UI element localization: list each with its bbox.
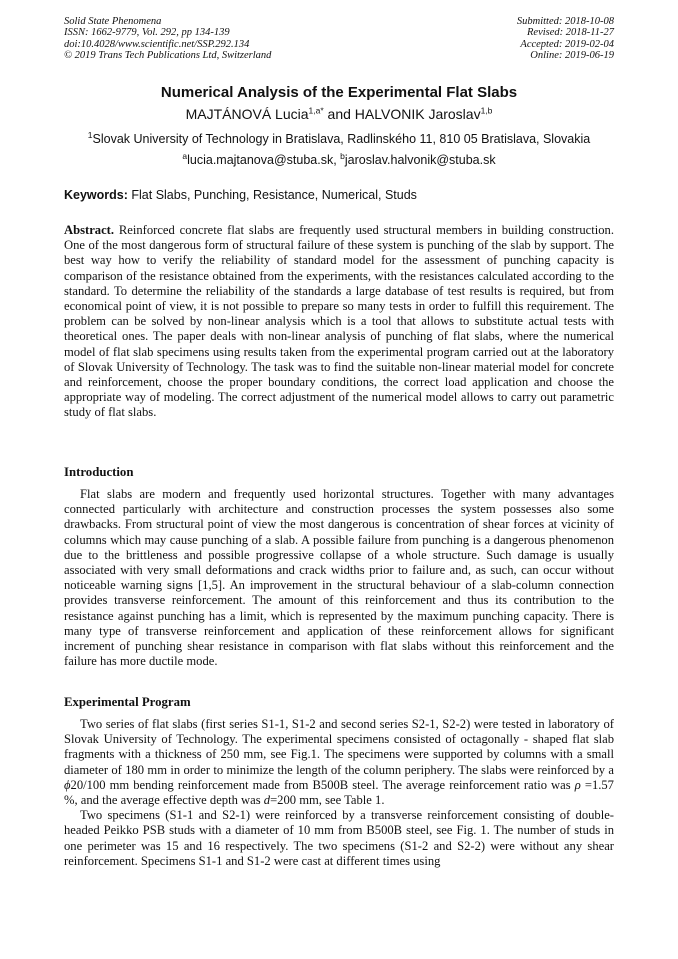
affiliation-sup: 1	[87, 129, 93, 140]
email-b-sup: b	[340, 150, 345, 161]
submitted-date: Submitted: 2018-10-08	[516, 16, 614, 27]
journal-issn: ISSN: 1662-9779, Vol. 292, pp 134-139	[64, 27, 230, 39]
email-a: lucia.majtanova@stuba.sk,	[187, 153, 341, 167]
journal-copyright: © 2019 Trans Tech Publications Ltd, Switzerland	[64, 49, 272, 61]
exp-p1-part-b: 20/100 mm bending reinforcement made from B500B steel. The average reinforcement ratio was	[70, 777, 575, 792]
d-symbol: d	[263, 793, 271, 808]
exp-p1-part-c: =1.57 %, and the average effective depth was	[64, 777, 614, 808]
keywords-label: Keywords:	[64, 188, 128, 202]
journal-header-left	[64, 16, 271, 61]
author-2-sup: 1,b	[480, 105, 493, 116]
abstract-label: Abstract.	[64, 223, 115, 237]
keywords	[64, 188, 614, 202]
abstract	[64, 223, 614, 421]
affiliation-text: Slovak University of Technology in Bratislava, Radlinského 11, 810 05 Bratislava, Slovakia	[92, 132, 591, 146]
experimental-paragraph-1	[64, 717, 614, 808]
author-1-name: MAJTÁNOVÁ Lucia	[185, 106, 309, 122]
accepted-date: Accepted: 2019-02-04	[520, 38, 614, 50]
author-2-name: HALVONIK Jaroslav	[354, 106, 481, 122]
keywords-text: Flat Slabs, Punching, Resistance, Numerical, Studs	[127, 188, 417, 202]
email-b: jaroslav.halvonik@stuba.sk	[344, 153, 496, 167]
email-a-sup: a	[182, 150, 188, 161]
exp-p1-part-e: =200 mm, see Table 1.	[270, 793, 385, 808]
experimental-paragraph-2: Two specimens (S1-1 and S2-1) were reinforced by a transverse reinforcement consisting of double-headed Peikko PSB studs with a diameter of 10 mm from B500B steel, see Fig. 1. The number of studs in one perimeter was 15 and 16 respectively. The two specimens (S1-2 and S2-2) were without any shear reinforcement. Specimens S1-1 and S1-2 were cast at different times using	[64, 808, 614, 868]
exp-p1-part-a: Two series of flat slabs (first series S1-1, S1-2 and second series S2-1, S2-2) were tested in laboratory of Slovak University of Technology. The experimental specimens consisted of octagonally - shaped flat slab fragments with a thickness of 250 mm, see Fig.1. The specimens were supported by columns with a small diameter of 180 mm in order to minimize the length of the column periphery. The slabs were reinforced by a	[64, 717, 614, 777]
journal-doi: doi:10.4028/www.scientific.net/SSP.292.134	[64, 38, 250, 50]
affiliation	[0, 129, 678, 146]
experimental-section	[64, 717, 614, 869]
introduction-heading: Introduction	[64, 465, 134, 479]
paper-title: Numerical Analysis of the Experimental Flat Slabs	[160, 84, 518, 101]
online-date: Online: 2019-06-19	[530, 49, 614, 61]
journal-name: Solid State Phenomena	[64, 16, 162, 27]
author-emails	[0, 150, 678, 167]
author-line	[0, 106, 678, 122]
author-conjunction: and	[323, 106, 355, 122]
abstract-text: Reinforced concrete flat slabs are frequently used structural members in building construction. One of the most dangerous form of structural failure of these system is punching of the slab by support. The best way how to verify the reliability of standard model for the assessment of punching capacity is comparison of the resistance obtained from the experiments, with the resistances calculated according to the standard. To determine the reliability of the standards a large database of test results is required, but from economical point of view, it is not possible to prepare so many tests in order to fulfill this requirement. The problem can be solved by non-linear analysis which is a tool that allows to substitute actual tests with theoretical ones. The paper deals with non-linear analysis of punching of flat slabs, where the numerical model of flat slab specimens using results taken from the experimental program carried out at the laboratory of Slovak University of Technology. The task was to find the suitable non-linear material model for concrete and reinforcement, choose the proper boundary conditions, the correct load application and choose the appropriate way of modeling. The correct adjustment of the numerical model allows to carry out parametric study of flat slabs.	[64, 223, 614, 420]
rho-symbol: ρ	[574, 777, 581, 792]
experimental-heading: Experimental Program	[64, 695, 191, 709]
revised-date: Revised: 2018-11-27	[527, 27, 614, 39]
introduction-text: Flat slabs are modern and frequently used horizontal structures. Together with many advantages connected particularly with architecture and construction processes the system possesses also some drawbacks. From structural point of view the most dangerous is concentration of shear forces at vicinity of columns which may cause punching of a slab. A possible failure from punching is a dangerous phenomenon due to the brittleness and possible progressive collapse of a whole structure. Such damage is usually associated with very small deformations and crack widths prior to failure and, as such, can occur without noticeable warning signs [1,5]. An improvement in the structural behaviour of a slab-column connection provides transverse reinforcement. The amount of this reinforcement and thus its contribution to the resistance against punching has a limit, which is represented by the maximum punching capacity. There is many type of transverse reinforcement and application of these reinforcement allows for significant increment of punching shear resistance in comparison with flat slabs without this reinforcement and the failure has more ductile mode.	[64, 487, 614, 669]
journal-header-right	[517, 16, 614, 61]
phi-symbol: ϕ	[64, 777, 71, 792]
introduction-paragraph	[64, 487, 614, 669]
author-1-sup: 1,a*	[308, 105, 324, 116]
